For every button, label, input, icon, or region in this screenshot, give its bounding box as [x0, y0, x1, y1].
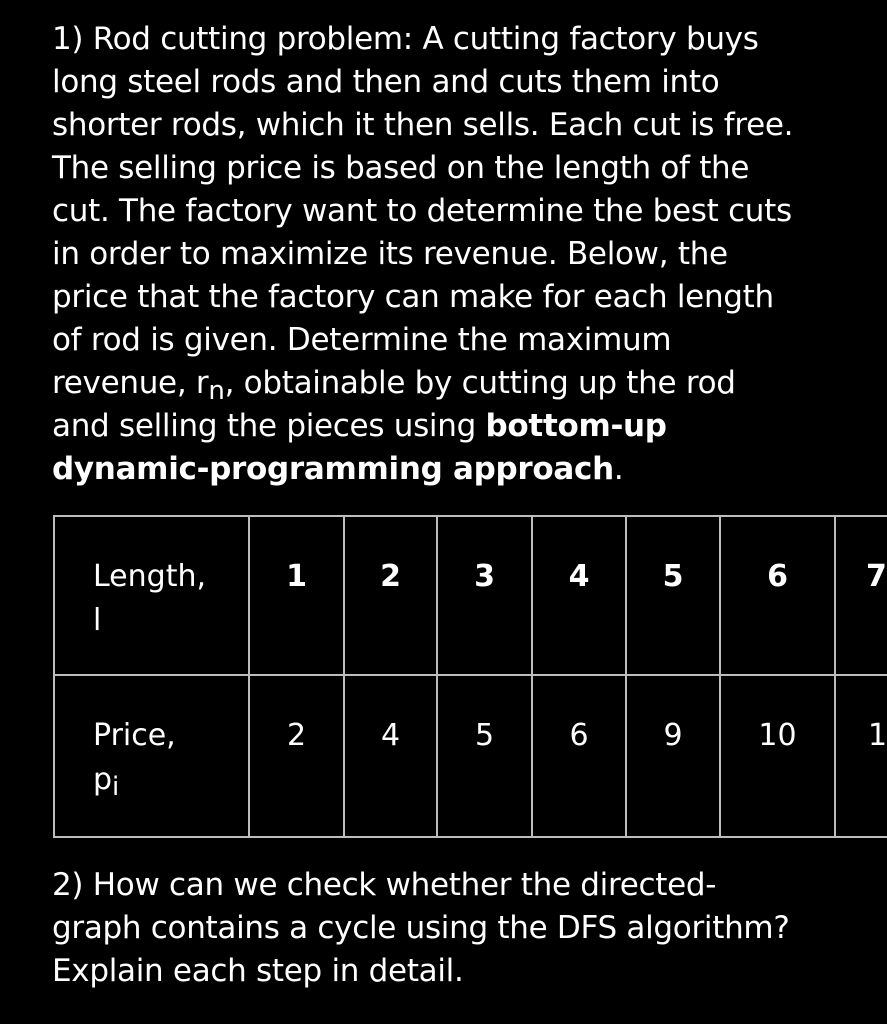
- price-cell: [344, 675, 437, 837]
- price-value: 4: [380, 718, 401, 753]
- length-value: 5: [662, 559, 684, 594]
- price-cell: [720, 675, 835, 837]
- question-1-text: [52, 18, 852, 491]
- price-value: 6: [569, 718, 589, 753]
- length-cell: [344, 516, 437, 675]
- price-value: 2: [286, 718, 307, 753]
- q2-line-3: Explain each step in detail.: [52, 953, 464, 989]
- q1-line-6: in order to maximize its revenue. Below, the: [52, 236, 728, 272]
- price-table: [53, 515, 887, 838]
- length-symbol: l: [93, 603, 102, 638]
- length-cell: [532, 516, 626, 675]
- length-value: 3: [474, 559, 495, 594]
- price-cell: [249, 675, 344, 837]
- length-value: 6: [767, 559, 788, 594]
- price-value: 10: [758, 718, 797, 753]
- q1-line-10-pre: and selling the pieces using: [52, 408, 486, 444]
- price-label-cell: [54, 675, 249, 837]
- q1-line-8: of rod is given. Determine the maximum: [52, 322, 672, 358]
- q1-line-11: [52, 448, 852, 491]
- q1-line-9-post: , obtainable by cutting up the rod: [224, 365, 736, 401]
- q1-line-2: long steel rods and then and cuts them into: [52, 64, 720, 100]
- length-label: Length,: [93, 559, 207, 594]
- q1-line-11-post: .: [613, 451, 624, 487]
- price-cell: [437, 675, 532, 837]
- q1-line-10: [52, 405, 852, 448]
- q1-line-3: shorter rods, which it then sells. Each cut is free.: [52, 107, 794, 143]
- revenue-subscript: n: [208, 376, 225, 406]
- length-value: 2: [380, 559, 401, 594]
- q2-line-2: graph contains a cycle using the DFS algorithm?: [52, 910, 790, 946]
- price-row: [54, 675, 887, 837]
- length-cell: [835, 516, 887, 675]
- q1-line-5: cut. The factory want to determine the best cuts: [52, 193, 792, 229]
- length-cell: [437, 516, 532, 675]
- length-cell: [249, 516, 344, 675]
- question-2-text: [52, 864, 872, 993]
- price-value: 1: [868, 718, 887, 753]
- length-label-cell: [54, 516, 249, 675]
- price-cell: [626, 675, 720, 837]
- price-cell: [835, 675, 887, 837]
- price-value: 9: [663, 718, 683, 753]
- q2-line-1: 2) How can we check whether the directed-: [52, 867, 717, 903]
- length-cell: [626, 516, 720, 675]
- q1-line-9: [52, 362, 852, 405]
- q1-line-9-pre: revenue, r: [52, 365, 209, 401]
- q1-line-4: The selling price is based on the length of the: [52, 150, 750, 186]
- price-label: Price,: [93, 718, 176, 753]
- q1-bold-bottom-up: bottom-up: [485, 408, 667, 444]
- length-row: [54, 516, 887, 675]
- length-value: 7: [866, 559, 887, 594]
- q1-line-1: 1) Rod cutting problem: A cutting factory buys: [52, 21, 759, 57]
- length-value: 4: [568, 559, 590, 594]
- q1-line-7: price that the factory can make for each length: [52, 279, 774, 315]
- length-cell: [720, 516, 835, 675]
- length-value: 1: [286, 559, 307, 594]
- q1-bold-dp-approach: dynamic-programming approach: [52, 451, 614, 487]
- price-cell: [532, 675, 626, 837]
- price-value: 5: [474, 718, 495, 753]
- price-table-container: [53, 515, 887, 845]
- price-symbol: p: [93, 762, 113, 797]
- price-subscript: i: [112, 772, 120, 802]
